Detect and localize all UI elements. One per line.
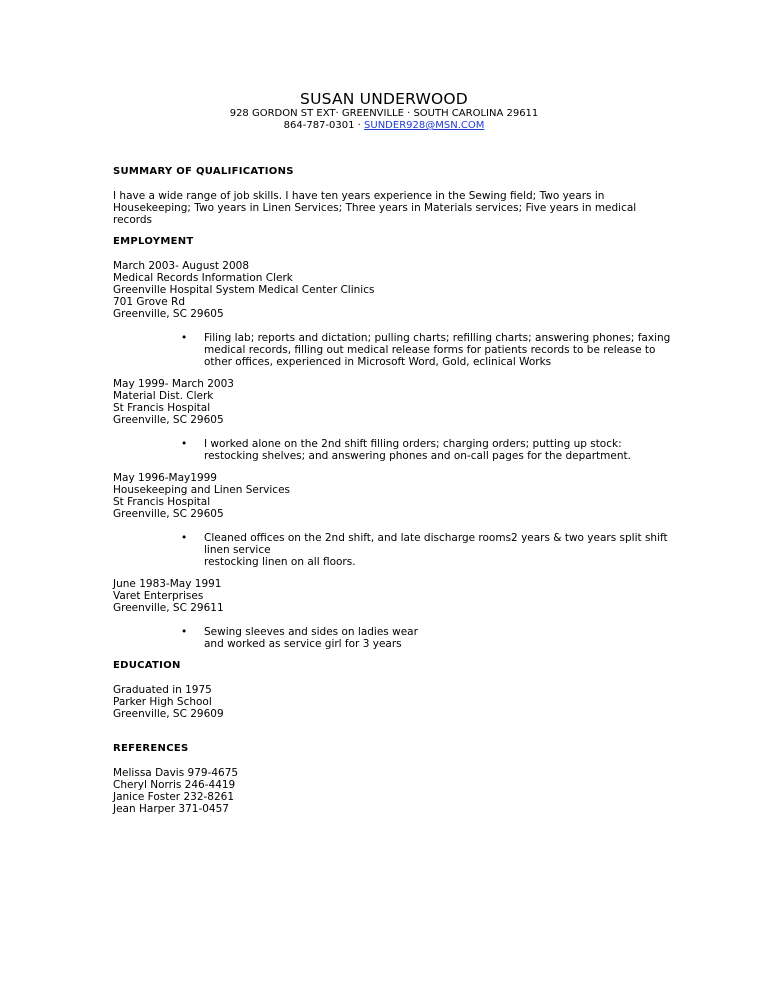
duty-line: Sewing sleeves and sides on ladies wear xyxy=(204,626,418,638)
education-line: Parker High School xyxy=(113,696,212,708)
duty-text xyxy=(204,532,668,568)
duty-line: Cleaned offices on the 2nd shift, and late discharge rooms2 years & two years split shift xyxy=(204,532,668,544)
references-list xyxy=(113,767,653,815)
duty-line: medical records, filling out medical release forms for patients records to be release to xyxy=(204,344,656,356)
job-street: 701 Grove Rd xyxy=(113,296,185,308)
duty-item xyxy=(113,532,668,568)
bullet-icon: • xyxy=(181,626,188,638)
duty-text xyxy=(204,438,653,462)
email-link[interactable]: SUNDER928@MSN.COM xyxy=(364,120,485,131)
job-employer: Varet Enterprises xyxy=(113,590,204,602)
education-line: Greenville, SC 29609 xyxy=(113,708,224,720)
duty-line: and worked as service girl for 3 years xyxy=(204,638,402,650)
summary-heading: SUMMARY OF QUALIFICATIONS xyxy=(113,166,294,177)
summary-line: records xyxy=(113,214,153,226)
duty-text xyxy=(204,332,671,368)
employment-heading: EMPLOYMENT xyxy=(113,236,194,247)
job-city: Greenville, SC 29605 xyxy=(113,414,224,426)
education-heading: EDUCATION xyxy=(113,660,181,671)
bullet-icon: • xyxy=(181,532,188,544)
job-city: Greenville, SC 29605 xyxy=(113,308,224,320)
summary-line: I have a wide range of job skills. I have ten years experience in the Sewing field; Two years in xyxy=(113,190,605,202)
applicant-address: 928 GORDON ST EXT· GREENVILLE · SOUTH CAROLINA 29611 xyxy=(229,108,539,119)
reference-item: Cheryl Norris 246-4419 xyxy=(113,779,236,791)
job-employer: St Francis Hospital xyxy=(113,496,211,508)
job-city: Greenville, SC 29605 xyxy=(113,508,224,520)
job-dates: May 1996-May1999 xyxy=(113,472,217,484)
bullet-icon: • xyxy=(181,332,188,344)
education-line: Graduated in 1975 xyxy=(113,684,212,696)
job-duties xyxy=(113,626,653,650)
job-duties xyxy=(113,532,668,568)
job-employer: St Francis Hospital xyxy=(113,402,211,414)
job-duties xyxy=(113,332,671,368)
summary-line: Housekeeping; Two years in Linen Services; Three years in Materials services; Five years in medical xyxy=(113,202,637,214)
job-title: Material Dist. Clerk xyxy=(113,390,214,402)
duty-line: other offices, experienced in Microsoft Word, Gold, eclinical Works xyxy=(204,356,552,368)
references-heading: REFERENCES xyxy=(113,743,189,754)
job-entry xyxy=(113,578,653,614)
job-entry xyxy=(113,260,653,320)
job-entry xyxy=(113,472,653,520)
duty-line: I worked alone on the 2nd shift filling orders; charging orders; putting up stock: xyxy=(204,438,622,450)
reference-item: Jean Harper 371-0457 xyxy=(113,803,229,815)
education-entry xyxy=(113,684,653,720)
resume-body xyxy=(113,166,671,815)
duty-item xyxy=(113,332,671,368)
applicant-phone: 864-787-0301 · xyxy=(283,120,361,131)
job-city: Greenville, SC 29611 xyxy=(113,602,224,614)
duty-item xyxy=(113,626,653,650)
bullet-icon: • xyxy=(181,438,188,450)
duty-line: linen service xyxy=(204,544,271,556)
job-title: Medical Records Information Clerk xyxy=(113,272,293,284)
duty-line: restocking linen on all floors. xyxy=(204,556,356,568)
duty-line: restocking shelves; and answering phones and on-call pages for the department. xyxy=(204,450,631,462)
duty-text xyxy=(204,626,653,650)
reference-item: Melissa Davis 979-4675 xyxy=(113,767,239,779)
reference-item: Janice Foster 232-8261 xyxy=(113,791,235,803)
duty-line: Filing lab; reports and dictation; pulling charts; refilling charts; answering phones; faxing xyxy=(204,332,671,344)
job-dates: June 1983-May 1991 xyxy=(113,578,222,590)
job-employer: Greenville Hospital System Medical Center Clinics xyxy=(113,284,375,296)
summary-text xyxy=(113,190,653,226)
job-title: Housekeeping and Linen Services xyxy=(113,484,291,496)
resume-header xyxy=(0,90,768,132)
job-entry xyxy=(113,378,653,426)
applicant-name: SUSAN UNDERWOOD xyxy=(300,90,468,108)
job-dates: May 1999- March 2003 xyxy=(113,378,234,390)
job-duties xyxy=(113,438,653,462)
duty-item xyxy=(113,438,653,462)
contact-line xyxy=(0,120,768,132)
job-dates: March 2003- August 2008 xyxy=(113,260,249,272)
